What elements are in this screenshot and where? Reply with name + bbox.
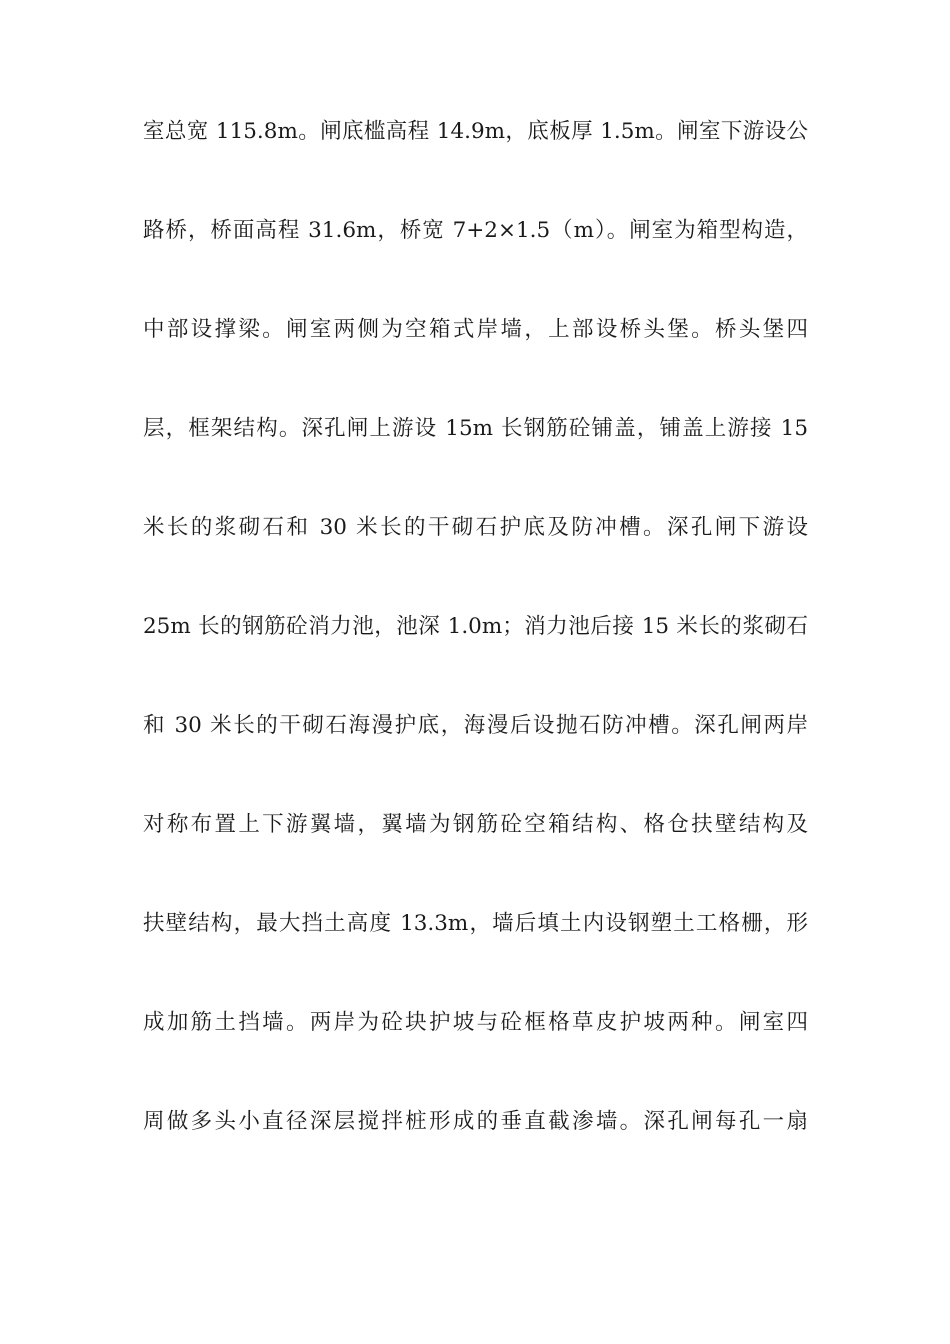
- text-line: 25m 长的钢筋砼消力池，池深 1.0m；消力池后接 15 米长的浆砌石: [143, 614, 808, 639]
- text-line: 层，框架结构。深孔闸上游设 15m 长钢筋砼铺盖，铺盖上游接 15: [143, 416, 808, 441]
- text-line: 米长的浆砌石和 30 米长的干砌石护底及防冲槽。深孔闸下游设: [143, 515, 808, 540]
- text-line: 扶壁结构，最大挡土高度 13.3m，墙后填土内设钢塑土工格栅，形: [143, 911, 808, 936]
- text-line: 和 30 米长的干砌石海漫护底，海漫后设抛石防冲槽。深孔闸两岸: [143, 713, 808, 738]
- text-line: 周做多头小直径深层搅拌桩形成的垂直截渗墙。深孔闸每孔一扇: [143, 1109, 808, 1134]
- text-line: 室总宽 115.8m。闸底槛高程 14.9m，底板厚 1.5m。闸室下游设公: [143, 119, 808, 144]
- text-line: 中部设撑梁。闸室两侧为空箱式岸墙，上部设桥头堡。桥头堡四: [143, 317, 808, 342]
- paragraph-body: [143, 114, 808, 1203]
- text-line: 对称布置上下游翼墙，翼墙为钢筋砼空箱结构、格仓扶壁结构及: [143, 812, 808, 837]
- text-line: 路桥，桥面高程 31.6m，桥宽 7+2×1.5（m）。闸室为箱型构造，: [143, 218, 808, 243]
- text-line: 成加筋土挡墙。两岸为砼块护坡与砼框格草皮护坡两种。闸室四: [143, 1010, 808, 1035]
